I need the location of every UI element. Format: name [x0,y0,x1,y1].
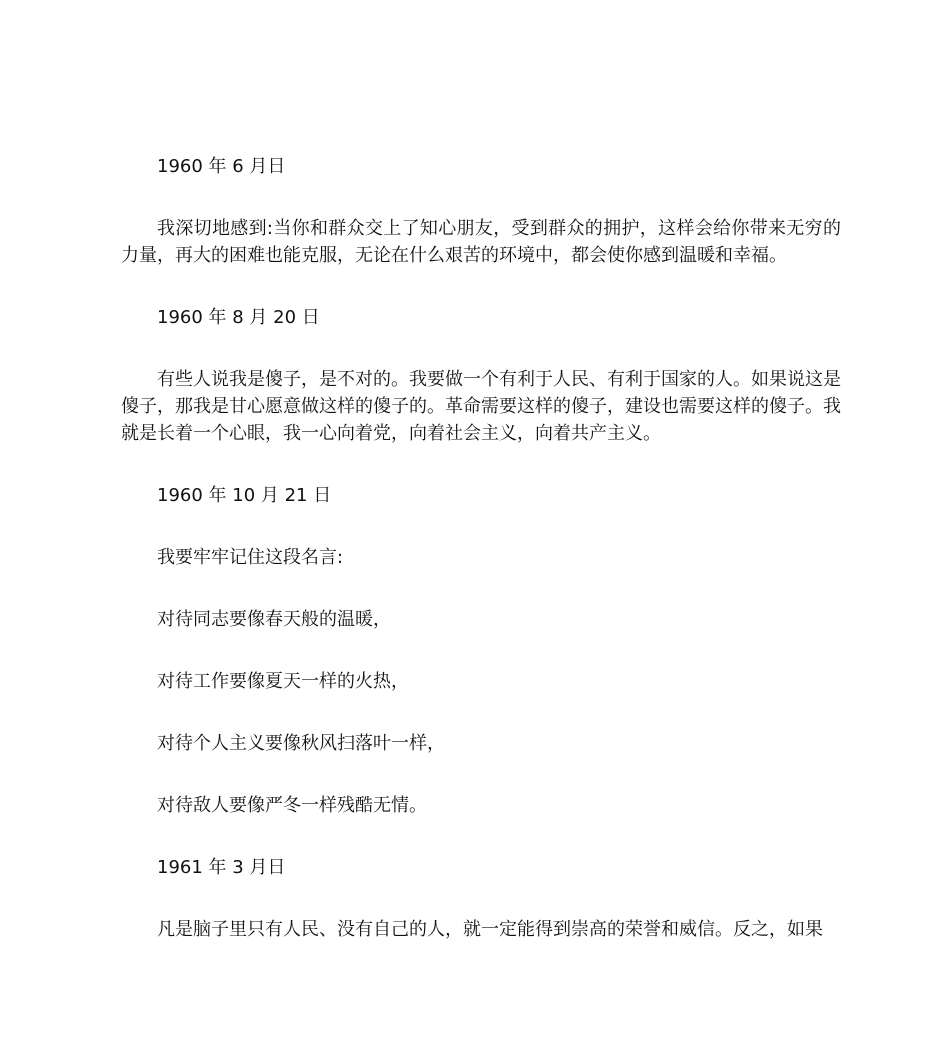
diary-date: 1960 年 6 月日 [157,156,286,177]
diary-content [121,153,841,978]
quote-line: 对待敌人要像严冬一样残酷无情。 [157,795,427,816]
diary-entry-paragraph: 有些人说我是傻子，是不对的。我要做一个有利于人民、有利于国家的人。如果说这是傻子，那我是甘心愿意做这样的傻子的。革命需要这样的傻子，建设也需要这样的傻子。我就是长着一个心眼，我一心向着党，向着社会主义，向着共产主义。 [121,369,841,444]
diary-entry-paragraph: 我要牢牢记住这段名言: [157,547,344,568]
diary-date: 1961 年 3 月日 [157,857,286,878]
diary-date: 1960 年 8 月 20 日 [157,307,320,328]
diary-date: 1960 年 10 月 21 日 [157,485,332,506]
quote-line: 对待工作要像夏天一样的火热， [157,671,409,692]
quote-line: 对待个人主义要像秋风扫落叶一样， [157,733,445,754]
quote-line: 对待同志要像春天般的温暖， [157,609,391,630]
diary-entry-paragraph: 凡是脑子里只有人民、没有自己的人，就一定能得到崇高的荣誉和威信。反之，如果 [157,919,823,940]
diary-entry-paragraph: 我深切地感到:当你和群众交上了知心朋友，受到群众的拥护，这样会给你带来无穷的力量，再大的困难也能克服，无论在什么艰苦的环境中，都会使你感到温暖和幸福。 [121,218,841,266]
